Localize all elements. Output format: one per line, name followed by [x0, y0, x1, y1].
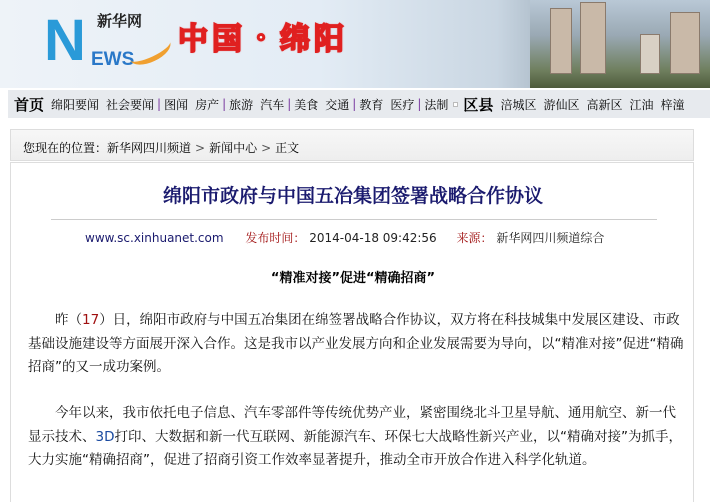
bullet-icon	[453, 102, 458, 107]
nav-divider: |	[417, 97, 422, 111]
nav-divider: |	[157, 97, 162, 111]
city-skyline-image	[530, 0, 710, 88]
nav-item[interactable]: 绵阳要闻	[51, 97, 100, 112]
main-nav	[8, 90, 710, 118]
breadcrumb-separator: >	[195, 141, 206, 155]
nav-divider: |	[287, 97, 292, 111]
article	[10, 162, 694, 502]
breadcrumb-link[interactable]: 新闻中心	[209, 141, 258, 155]
banner-title: 中国・绵阳	[178, 22, 348, 57]
paragraph-number: 3D	[95, 428, 115, 445]
nav-item[interactable]: 图闻	[164, 97, 189, 112]
paragraph-number: 17	[82, 312, 100, 328]
nav-district[interactable]: 梓潼	[660, 97, 685, 112]
nav-divider: |	[222, 97, 227, 111]
nav-district[interactable]: 江油	[629, 97, 654, 112]
paragraph	[28, 402, 688, 473]
article-source: 新华网四川频道综合	[496, 231, 605, 245]
article-subheading: “精准对接”促进“精确招商”	[270, 271, 436, 286]
breadcrumb-current: 正文	[275, 141, 300, 155]
breadcrumb	[10, 129, 694, 161]
nav-item[interactable]: 美食	[294, 97, 319, 112]
nav-item[interactable]: 教育	[359, 97, 384, 112]
logo-letter-n: N	[44, 8, 86, 73]
divider	[51, 219, 657, 220]
logo-chinese-name: 新华网	[97, 12, 143, 30]
publish-time: 2014-04-18 09:42:56	[309, 231, 437, 245]
logo-letters-ews: EWS	[91, 49, 135, 70]
article-meta	[85, 229, 620, 246]
nav-district[interactable]: 高新区	[586, 97, 623, 112]
nav-divider: |	[352, 97, 357, 111]
nav-district[interactable]: 涪城区	[500, 97, 537, 112]
nav-item[interactable]: 法制	[424, 97, 449, 112]
paragraph-text: 今年以来，我市依托电子信息、汽车零部件等传统优势产业，紧密围绕北斗卫星导航、通用航空、新一代显示技术、	[28, 405, 676, 445]
paragraph-text: 打印、大数据和新一代互联网、新能源汽车、环保七大战略性新兴产业，以“精确对接”为抓手，大力实施“精确招商”，促进了招商引资工作效率显著提升，推动全市开放合作进入科学化轨道。	[28, 428, 682, 468]
nav-home[interactable]: 首页	[14, 95, 45, 114]
nav-item[interactable]: 社会要闻	[106, 97, 155, 112]
source-site-link[interactable]: www.sc.xinhuanet.com	[85, 231, 224, 245]
paragraph	[28, 309, 688, 380]
breadcrumb-separator: >	[261, 141, 272, 155]
publish-time-label: 发布时间：	[245, 231, 306, 245]
paragraph-text: 昨（	[55, 312, 82, 328]
source-label: 来源：	[456, 231, 493, 245]
breadcrumb-link[interactable]: 新华网四川频道	[107, 141, 192, 155]
nav-item[interactable]: 交通	[325, 97, 350, 112]
breadcrumb-prefix: 您现在的位置：	[23, 141, 108, 155]
nav-item[interactable]: 医疗	[390, 97, 415, 112]
paragraph-text: ）日，绵阳市政府与中国五冶集团在绵签署战略合作协议，双方将在科技城集中发展区建设、市政基础设施建设等方面展开深入合作。这是我市以产业发展方向和企业发展需要为导向，以“精准对接”促进“精确招商”的又一成功案例。	[28, 312, 684, 375]
nav-item[interactable]: 旅游	[229, 97, 254, 112]
nav-districts-label[interactable]: 区县	[463, 95, 494, 114]
site-banner	[0, 0, 710, 88]
article-title: 绵阳市政府与中国五冶集团签署战略合作协议	[162, 185, 543, 207]
nav-district[interactable]: 游仙区	[543, 97, 580, 112]
nav-item[interactable]: 房产	[195, 97, 220, 112]
nav-item[interactable]: 汽车	[260, 97, 285, 112]
